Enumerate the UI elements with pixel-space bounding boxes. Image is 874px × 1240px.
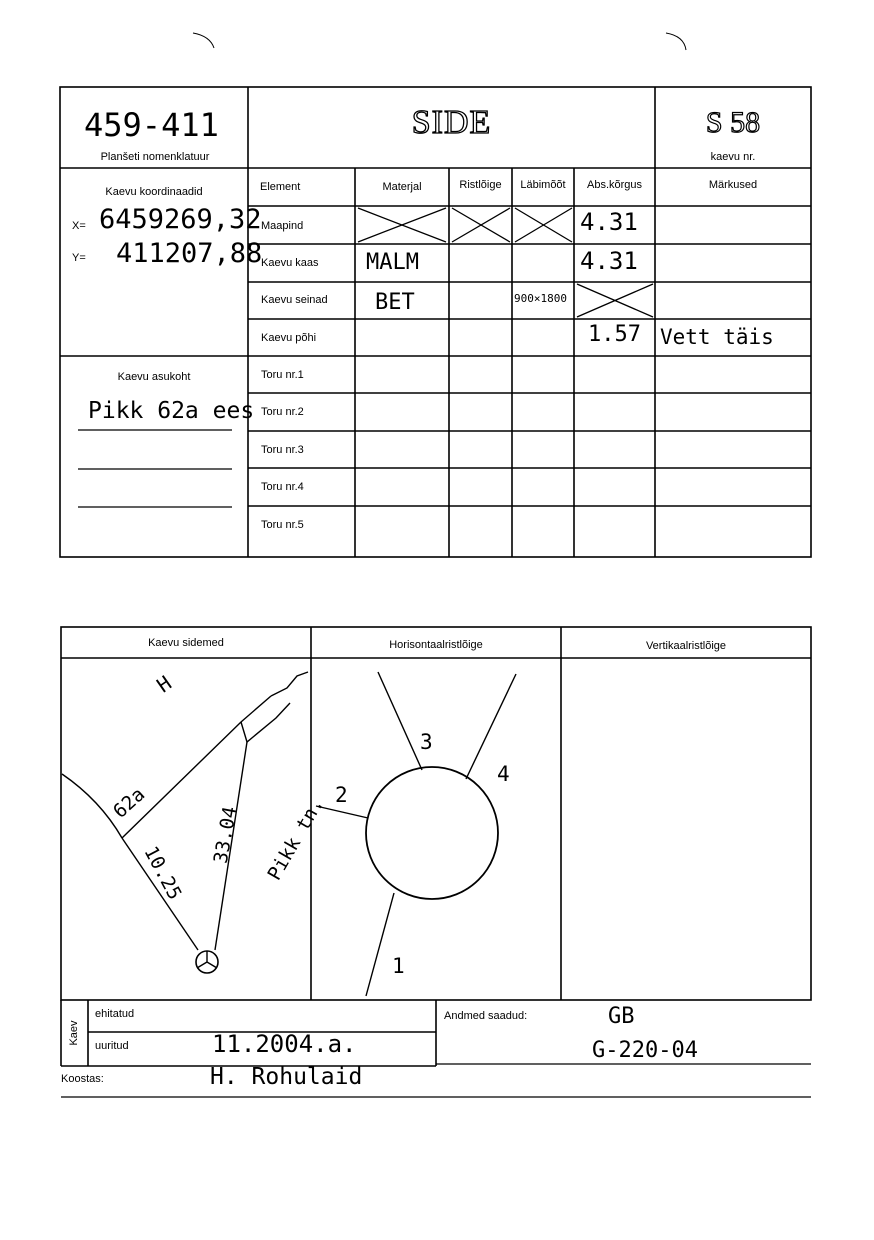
compiled-value: H. Rohulaid bbox=[210, 1064, 363, 1090]
row-element: Toru nr.4 bbox=[261, 481, 304, 493]
row-element: Toru nr.5 bbox=[261, 519, 304, 531]
pipe-number: 1 bbox=[392, 954, 405, 978]
row-element: Toru nr.1 bbox=[261, 369, 304, 381]
sketch-street: Pikk tn. bbox=[263, 793, 329, 885]
header-abs-height: Abs.kõrgus bbox=[586, 179, 643, 191]
data-given-label: Andmed saadud: bbox=[444, 1010, 528, 1022]
header-cross-section: Ristlõige bbox=[459, 179, 502, 191]
well-side-label: Kaev bbox=[68, 1020, 80, 1046]
well-number: S 58 bbox=[705, 106, 761, 139]
vertical-section-label: Vertikaalristlõige bbox=[645, 640, 727, 652]
surveyed-value: 11.2004.a. bbox=[212, 1030, 357, 1058]
form-title: SIDE bbox=[411, 104, 492, 141]
tablet-label: Planšeti nomenklatuur bbox=[100, 151, 210, 163]
cell-remarks: Vett täis bbox=[660, 325, 774, 349]
header-element: Element bbox=[260, 181, 301, 193]
row-element: Kaevu põhi bbox=[261, 332, 317, 344]
cell-material: BET bbox=[375, 290, 415, 315]
y-label: Y= bbox=[72, 252, 86, 264]
location-label: Kaevu asukoht bbox=[117, 371, 191, 383]
compiled-label: Koostas: bbox=[61, 1073, 104, 1085]
surveyed-label: uuritud bbox=[95, 1040, 129, 1052]
well-number-label: kaevu nr. bbox=[710, 151, 756, 163]
data-given-value-2: G-220-04 bbox=[592, 1038, 698, 1063]
row-element: Kaevu seinad bbox=[261, 294, 328, 306]
pipe-number: 2 bbox=[335, 783, 348, 807]
cell-diameter: 900×1800 bbox=[514, 292, 567, 305]
pipe-number: 3 bbox=[420, 730, 433, 754]
tablet-number: 459-411 bbox=[84, 106, 219, 144]
data-given-value-1: GB bbox=[608, 1004, 635, 1029]
y-value: 411207,88 bbox=[116, 238, 263, 269]
header-remarks: Märkused bbox=[708, 179, 758, 191]
pipe-number: 4 bbox=[497, 762, 510, 786]
header-material: Materjal bbox=[382, 181, 422, 193]
row-element: Kaevu kaas bbox=[261, 257, 319, 269]
cell-abs-height: 1.57 bbox=[588, 322, 641, 347]
row-element: Maapind bbox=[261, 220, 304, 232]
sketch-h-mark: H bbox=[152, 670, 176, 698]
row-element: Toru nr.3 bbox=[261, 444, 304, 456]
location-value: Pikk 62a ees bbox=[88, 398, 255, 424]
ties-label: Kaevu sidemed bbox=[148, 637, 224, 649]
x-label: X= bbox=[72, 220, 86, 232]
sketch-distance-2: 33.04 bbox=[209, 804, 242, 866]
cell-abs-height: 4.31 bbox=[580, 247, 638, 275]
x-value: 6459269,32 bbox=[99, 204, 262, 235]
built-label: ehitatud bbox=[95, 1008, 135, 1020]
sketch-lot: 62a bbox=[109, 783, 150, 823]
horizontal-section-label: Horisontaalristlõige bbox=[389, 639, 483, 651]
header-diameter: Läbimõõt bbox=[520, 179, 566, 191]
row-element: Toru nr.2 bbox=[261, 406, 304, 418]
sketch-distance-1: 10.25 bbox=[139, 842, 186, 904]
cell-material: MALM bbox=[366, 250, 419, 275]
coords-label: Kaevu koordinaadid bbox=[105, 186, 203, 198]
cell-abs-height: 4.31 bbox=[580, 208, 638, 236]
